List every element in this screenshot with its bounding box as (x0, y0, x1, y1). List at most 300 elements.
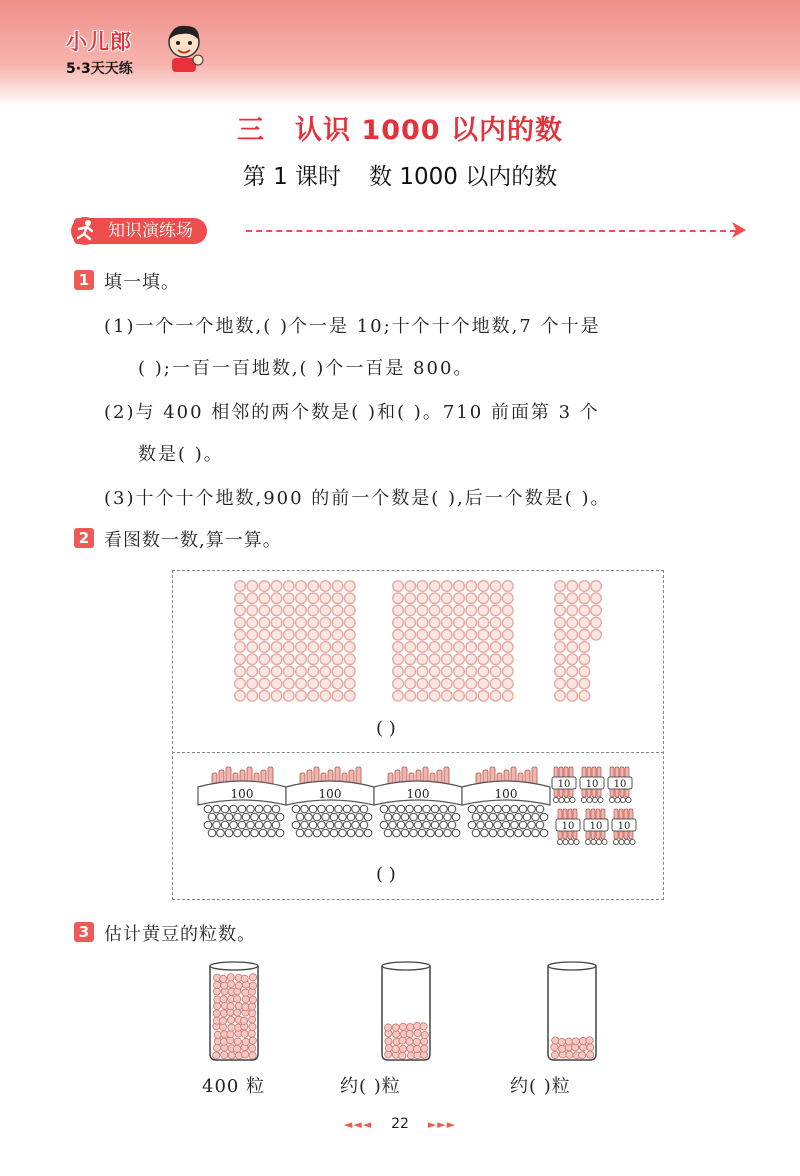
soybean (551, 1044, 558, 1051)
bead (259, 581, 270, 592)
bead (454, 630, 465, 641)
soybean (587, 1051, 594, 1058)
stick-end (347, 829, 355, 837)
stick-end (352, 805, 360, 813)
stick-end (264, 821, 272, 829)
stick-end (380, 805, 388, 813)
bead (579, 678, 590, 689)
stick-end (276, 829, 284, 837)
bundle-10-label: 10 (585, 779, 599, 790)
stick-end (335, 805, 343, 813)
soybean (213, 1052, 220, 1059)
stick-end (485, 805, 493, 813)
lesson-title-text: 数 1000 以内的数 (369, 164, 558, 190)
bead (555, 642, 566, 653)
bead (417, 678, 428, 689)
stick-end (356, 813, 364, 821)
stick-end (498, 813, 506, 821)
bead (271, 678, 282, 689)
soybean (579, 1037, 586, 1044)
bead-grids (172, 570, 664, 752)
stick-end (559, 797, 564, 802)
stick-end (330, 813, 338, 821)
stick-end (213, 821, 221, 829)
bead (490, 630, 501, 641)
bead (466, 691, 477, 702)
soybean (587, 1044, 594, 1051)
soybean-jars (200, 960, 620, 1070)
soybean (249, 982, 256, 989)
bead (284, 654, 295, 665)
stick-end (393, 813, 401, 821)
stick-end (528, 805, 536, 813)
stick-end (301, 805, 309, 813)
bead (466, 642, 477, 653)
bead (503, 605, 514, 616)
soybean (227, 981, 234, 988)
soybean (227, 974, 234, 981)
jar-quarter (548, 962, 596, 1060)
bead (235, 678, 246, 689)
bead (429, 617, 440, 628)
stick-end (313, 813, 321, 821)
bead (503, 617, 514, 628)
stick-end (313, 829, 321, 837)
question-1-part-2-line-2: 数是( )。 (138, 444, 224, 465)
bead (503, 642, 514, 653)
bead (393, 593, 404, 604)
bead (284, 630, 295, 641)
bead (579, 642, 590, 653)
stick-end (414, 821, 422, 829)
soybean (406, 1030, 413, 1037)
stick-end (397, 805, 405, 813)
bundle-group (198, 767, 636, 845)
stick-end (272, 821, 280, 829)
bead (429, 642, 440, 653)
bead (579, 666, 590, 677)
stick-end (477, 805, 485, 813)
stick-end (444, 829, 452, 837)
stick-end (536, 821, 544, 829)
extra-bead-column (591, 581, 602, 640)
jar-rim (548, 962, 596, 970)
stick-end (540, 813, 548, 821)
tens-bead-columns (555, 581, 590, 701)
soybean (234, 1009, 241, 1016)
bead (345, 691, 356, 702)
question-number-3: 3 (74, 922, 94, 942)
stick-end (448, 805, 456, 813)
bead (320, 617, 331, 628)
soybean (586, 1037, 593, 1044)
bead (555, 691, 566, 702)
stick-end (276, 813, 284, 821)
bead (308, 581, 319, 592)
soybean (220, 975, 227, 982)
bundle-100-label: 100 (230, 787, 254, 801)
jar-group (210, 962, 596, 1060)
ten-bundle-5 (584, 809, 608, 845)
soybean (413, 1038, 420, 1045)
soybean (392, 1024, 399, 1031)
bead (308, 593, 319, 604)
stick-end (481, 813, 489, 821)
bead (308, 654, 319, 665)
stick-end (272, 805, 280, 813)
stick-end (318, 805, 326, 813)
bead (405, 605, 416, 616)
bead (429, 593, 440, 604)
stick-end (570, 797, 575, 802)
bead (567, 581, 578, 592)
stick-end (615, 797, 620, 802)
bead (429, 666, 440, 677)
bead (320, 630, 331, 641)
bead (320, 593, 331, 604)
bead (478, 617, 489, 628)
bead (345, 666, 356, 677)
soybean (385, 1038, 392, 1045)
stick-end (204, 821, 212, 829)
bead (320, 605, 331, 616)
stick-end (255, 805, 263, 813)
question-1-part-2-line-1: (2)与 400 相邻的两个数是( )和( )。710 前面第 3 个 (104, 402, 600, 423)
hundred-bundle-2 (286, 767, 374, 837)
bead (284, 617, 295, 628)
bead (320, 666, 331, 677)
bead (579, 605, 590, 616)
unit-number: 三 (237, 115, 266, 146)
bead (405, 642, 416, 653)
bead (259, 666, 270, 677)
lesson-label: 第 1 课时 (242, 164, 342, 190)
stick-end (435, 829, 443, 837)
bead (503, 666, 514, 677)
soybean (227, 1003, 234, 1010)
stick-end (498, 829, 506, 837)
stick-end (384, 829, 392, 837)
stick-end (519, 805, 527, 813)
stick-end (410, 813, 418, 821)
bead (284, 593, 295, 604)
stick-end (515, 813, 523, 821)
bead (567, 593, 578, 604)
bead (405, 617, 416, 628)
bundle-10-label: 10 (557, 779, 571, 790)
bead (591, 581, 602, 592)
soybean (414, 1029, 421, 1036)
soybean (407, 1045, 414, 1052)
bead (442, 617, 453, 628)
bead (259, 691, 270, 702)
bead (417, 581, 428, 592)
stick-end (481, 829, 489, 837)
bead (466, 581, 477, 592)
section-header (70, 216, 742, 246)
stick-end (217, 829, 225, 837)
stick-end (440, 805, 448, 813)
bead (393, 666, 404, 677)
bead (393, 654, 404, 665)
bead (567, 691, 578, 702)
stick-end (393, 829, 401, 837)
bead (405, 581, 416, 592)
bead (429, 654, 440, 665)
bead (308, 691, 319, 702)
bead (235, 605, 246, 616)
bead (405, 666, 416, 677)
soybean (399, 1023, 406, 1030)
soybean (399, 1052, 406, 1059)
bead (259, 678, 270, 689)
bead (417, 654, 428, 665)
stick-end (568, 839, 573, 844)
stick-end (208, 829, 216, 837)
bead (490, 593, 501, 604)
bead (442, 654, 453, 665)
stick-end (292, 821, 300, 829)
stick-end (389, 821, 397, 829)
bead (235, 691, 246, 702)
stick-end (217, 813, 225, 821)
footer-right-arrows: ►►► (427, 1118, 457, 1131)
bead (332, 605, 343, 616)
stick-end (364, 829, 372, 837)
bead (567, 666, 578, 677)
bead (555, 581, 566, 592)
bead (567, 642, 578, 653)
bead (454, 593, 465, 604)
stick-bundles (172, 753, 664, 900)
bead (478, 666, 489, 677)
soybean (235, 1002, 242, 1009)
lesson-title (0, 158, 800, 191)
stick-end (356, 829, 364, 837)
stick-end (301, 821, 309, 829)
stick-end (247, 821, 255, 829)
stick-end (574, 839, 579, 844)
stick-end (489, 829, 497, 837)
bundle-100-label: 100 (406, 787, 430, 801)
soybean (248, 1030, 255, 1037)
bead (332, 593, 343, 604)
bead (466, 605, 477, 616)
bead (247, 691, 258, 702)
soybean (227, 1031, 234, 1038)
soybean (242, 1051, 249, 1058)
bead (579, 630, 590, 641)
stick-end (485, 821, 493, 829)
stick-end (247, 805, 255, 813)
stick-end (532, 829, 540, 837)
bead (296, 593, 307, 604)
bead (579, 581, 590, 592)
hundred-bead-grid-2 (393, 581, 513, 701)
stick-end (264, 805, 272, 813)
stick-end (221, 821, 229, 829)
stick-end (427, 813, 435, 821)
stick-end (384, 813, 392, 821)
bead (405, 654, 416, 665)
bead (271, 654, 282, 665)
soybean (214, 1031, 221, 1038)
stick-end (401, 813, 409, 821)
bead (345, 678, 356, 689)
stick-end (326, 805, 334, 813)
bead (235, 593, 246, 604)
bead (235, 581, 246, 592)
brand-subtitle: 5·3天天练 (66, 61, 133, 77)
stick-end (360, 805, 368, 813)
bead (454, 678, 465, 689)
soybean (558, 1045, 565, 1052)
bead (393, 630, 404, 641)
stick-end (511, 821, 519, 829)
bead (567, 605, 578, 616)
bead (466, 630, 477, 641)
bead (478, 605, 489, 616)
stick-end (431, 821, 439, 829)
bead (284, 642, 295, 653)
stick-end (322, 813, 330, 821)
stick-end (238, 805, 246, 813)
bead (247, 642, 258, 653)
soybean (242, 989, 249, 996)
bead (442, 666, 453, 677)
soybean (241, 1030, 248, 1037)
bead (332, 678, 343, 689)
soybean (219, 1017, 226, 1024)
bead (259, 630, 270, 641)
bead (259, 605, 270, 616)
stick-end (296, 813, 304, 821)
soybean (228, 1052, 235, 1059)
stick-end (339, 813, 347, 821)
bead (490, 691, 501, 702)
bead (567, 617, 578, 628)
bead (442, 593, 453, 604)
bead (555, 630, 566, 641)
bead (271, 630, 282, 641)
bead (296, 581, 307, 592)
bead (332, 630, 343, 641)
stick-end (494, 821, 502, 829)
soybean (240, 1017, 247, 1024)
ten-bundle-1 (552, 767, 576, 803)
bead (271, 691, 282, 702)
bead (393, 691, 404, 702)
stick-end (347, 813, 355, 821)
bead (247, 678, 258, 689)
bead (332, 666, 343, 677)
soybean (242, 1003, 249, 1010)
bead (591, 605, 602, 616)
stick-end (553, 797, 558, 802)
bead (308, 630, 319, 641)
bead (478, 642, 489, 653)
bead (454, 581, 465, 592)
bead (466, 593, 477, 604)
footer-left-arrows: ◄◄◄ (343, 1118, 373, 1131)
bead (296, 666, 307, 677)
bead (503, 654, 514, 665)
bead (259, 617, 270, 628)
soybean (220, 996, 227, 1003)
bead (503, 593, 514, 604)
bead (271, 605, 282, 616)
stick-end (585, 839, 590, 844)
bead (454, 691, 465, 702)
stick-end (444, 813, 452, 821)
bead (555, 617, 566, 628)
stick-end (494, 805, 502, 813)
bead (345, 605, 356, 616)
bead (454, 617, 465, 628)
bundle-10-label: 10 (589, 821, 603, 832)
soybean (249, 996, 256, 1003)
bead (296, 630, 307, 641)
bead (454, 642, 465, 653)
bead (345, 642, 356, 653)
soybean (213, 1010, 220, 1017)
stick-end (339, 829, 347, 837)
stick-end (598, 797, 603, 802)
bead (308, 666, 319, 677)
bead (490, 581, 501, 592)
ten-bundle-3 (608, 767, 632, 803)
soybean (227, 1016, 234, 1023)
stick-end (564, 797, 569, 802)
stick-end (626, 797, 631, 802)
stick-end (343, 805, 351, 813)
stick-end (624, 839, 629, 844)
stick-end (230, 805, 238, 813)
bead (284, 678, 295, 689)
stick-end (592, 797, 597, 802)
stick-end (587, 797, 592, 802)
stick-end (268, 813, 276, 821)
soybean (393, 1030, 400, 1037)
ten-bundle-2 (580, 767, 604, 803)
bead (284, 691, 295, 702)
bead (345, 630, 356, 641)
soybean (242, 1038, 249, 1045)
answer-blank-beads: ( ) (376, 718, 396, 739)
hundred-bundle-1 (198, 767, 286, 837)
soybean (241, 975, 248, 982)
stick-end (225, 829, 233, 837)
bead (429, 581, 440, 592)
stick-end (309, 821, 317, 829)
bead (442, 691, 453, 702)
stick-end (523, 813, 531, 821)
bead (284, 666, 295, 677)
question-2-title: 看图数一数,算一算。 (104, 530, 282, 551)
stick-end (234, 813, 242, 821)
bead (417, 617, 428, 628)
bead-grid-group (235, 581, 602, 701)
stick-end (563, 839, 568, 844)
hundred-bead-grid-1 (235, 581, 355, 701)
page-footer (0, 1116, 800, 1132)
stick-end (389, 805, 397, 813)
soybean (221, 1051, 228, 1058)
bead (320, 642, 331, 653)
bead (579, 593, 590, 604)
soybean (234, 1038, 241, 1045)
stick-end (406, 805, 414, 813)
